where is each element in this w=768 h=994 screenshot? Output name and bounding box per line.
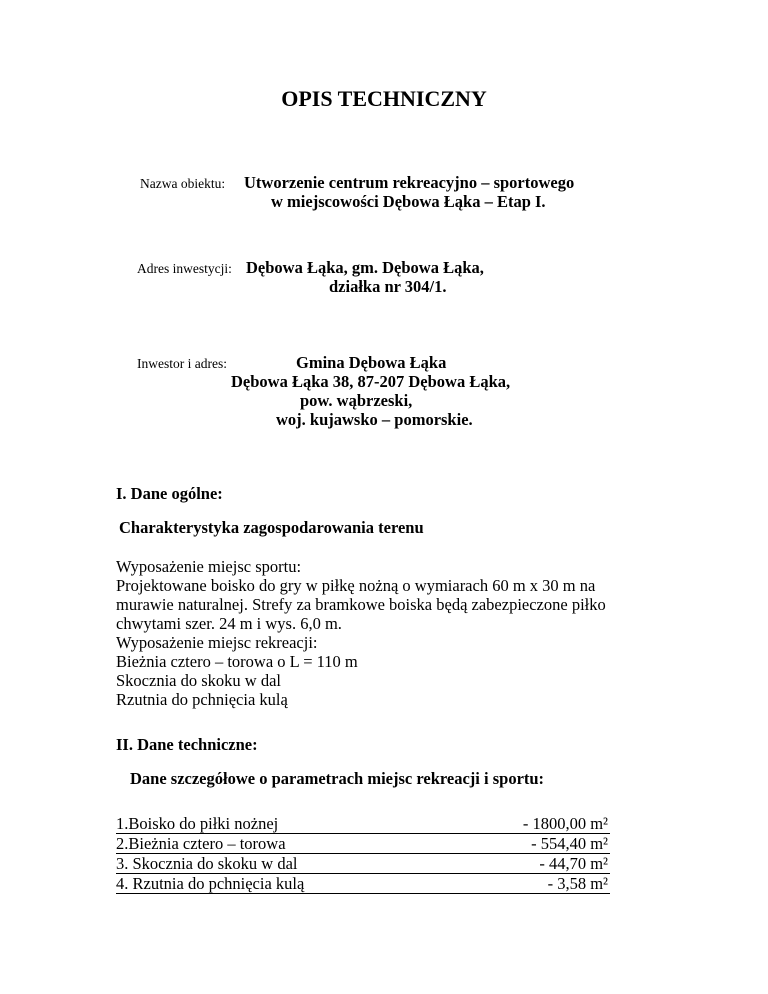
section2-subheading: Dane szczegółowe o parametrach miejsc rekreacji i sportu: <box>130 769 545 788</box>
row-value: - 3,58 m² <box>547 874 608 893</box>
section1-subheading: Charakterystyka zagospodarowania terenu <box>119 518 424 537</box>
text-line: Wyposażenie miejsc sportu: <box>116 557 302 576</box>
table-row <box>116 874 610 894</box>
investor-line1: Gmina Dębowa Łąka <box>296 353 447 372</box>
investor-line3: pow. wąbrzeski, <box>300 391 413 410</box>
object-name-line2: w miejscowości Dębowa Łąka – Etap I. <box>271 192 546 211</box>
object-name-line1: Utworzenie centrum rekreacyjno – sportowego <box>244 173 575 192</box>
row-name: 4. Rzutnia do pchnięcia kulą <box>116 874 305 893</box>
row-name: 1.Boisko do piłki nożnej <box>116 814 279 833</box>
text-line: Rzutnia do pchnięcia kulą <box>116 690 288 709</box>
object-label: Nazwa obiektu: <box>140 176 226 191</box>
address-label: Adres inwestycji: <box>137 261 232 276</box>
investor-label: Inwestor i adres: <box>137 356 227 371</box>
row-value: - 554,40 m² <box>531 834 608 853</box>
row-name: 2.Bieżnia cztero – torowa <box>116 834 286 853</box>
table-row <box>116 834 610 854</box>
text-line: Projektowane boisko do gry w piłkę nożną o wymiarach 60 m x 30 m na <box>116 576 596 595</box>
text-line: chwytami szer. 24 m i wys. 6,0 m. <box>116 614 342 633</box>
text-line: murawie naturalnej. Strefy za bramkowe boiska będą zabezpieczone piłko <box>116 595 606 614</box>
text-line: Skocznia do skoku w dal <box>116 671 281 690</box>
section2-heading: II. Dane techniczne: <box>116 735 258 754</box>
row-value: - 44,70 m² <box>539 854 608 873</box>
row-value: - 1800,00 m² <box>522 814 608 833</box>
table-row <box>116 854 610 874</box>
row-name: 3. Skocznia do skoku w dal <box>116 854 298 873</box>
investor-line2: Dębowa Łąka 38, 87-207 Dębowa Łąka, <box>231 372 511 391</box>
section1-text <box>116 557 606 709</box>
parameters-table <box>116 814 610 894</box>
page-title: OPIS TECHNICZNY <box>281 86 487 111</box>
text-line: Bieżnia cztero – torowa o L = 110 m <box>116 652 358 671</box>
investor-line4: woj. kujawsko – pomorskie. <box>276 410 473 429</box>
text-line: Wyposażenie miejsc rekreacji: <box>116 633 318 652</box>
address-line1: Dębowa Łąka, gm. Dębowa Łąka, <box>246 258 484 277</box>
section1-heading: I. Dane ogólne: <box>116 484 223 503</box>
table-row <box>116 814 610 834</box>
address-line2: działka nr 304/1. <box>329 277 447 296</box>
